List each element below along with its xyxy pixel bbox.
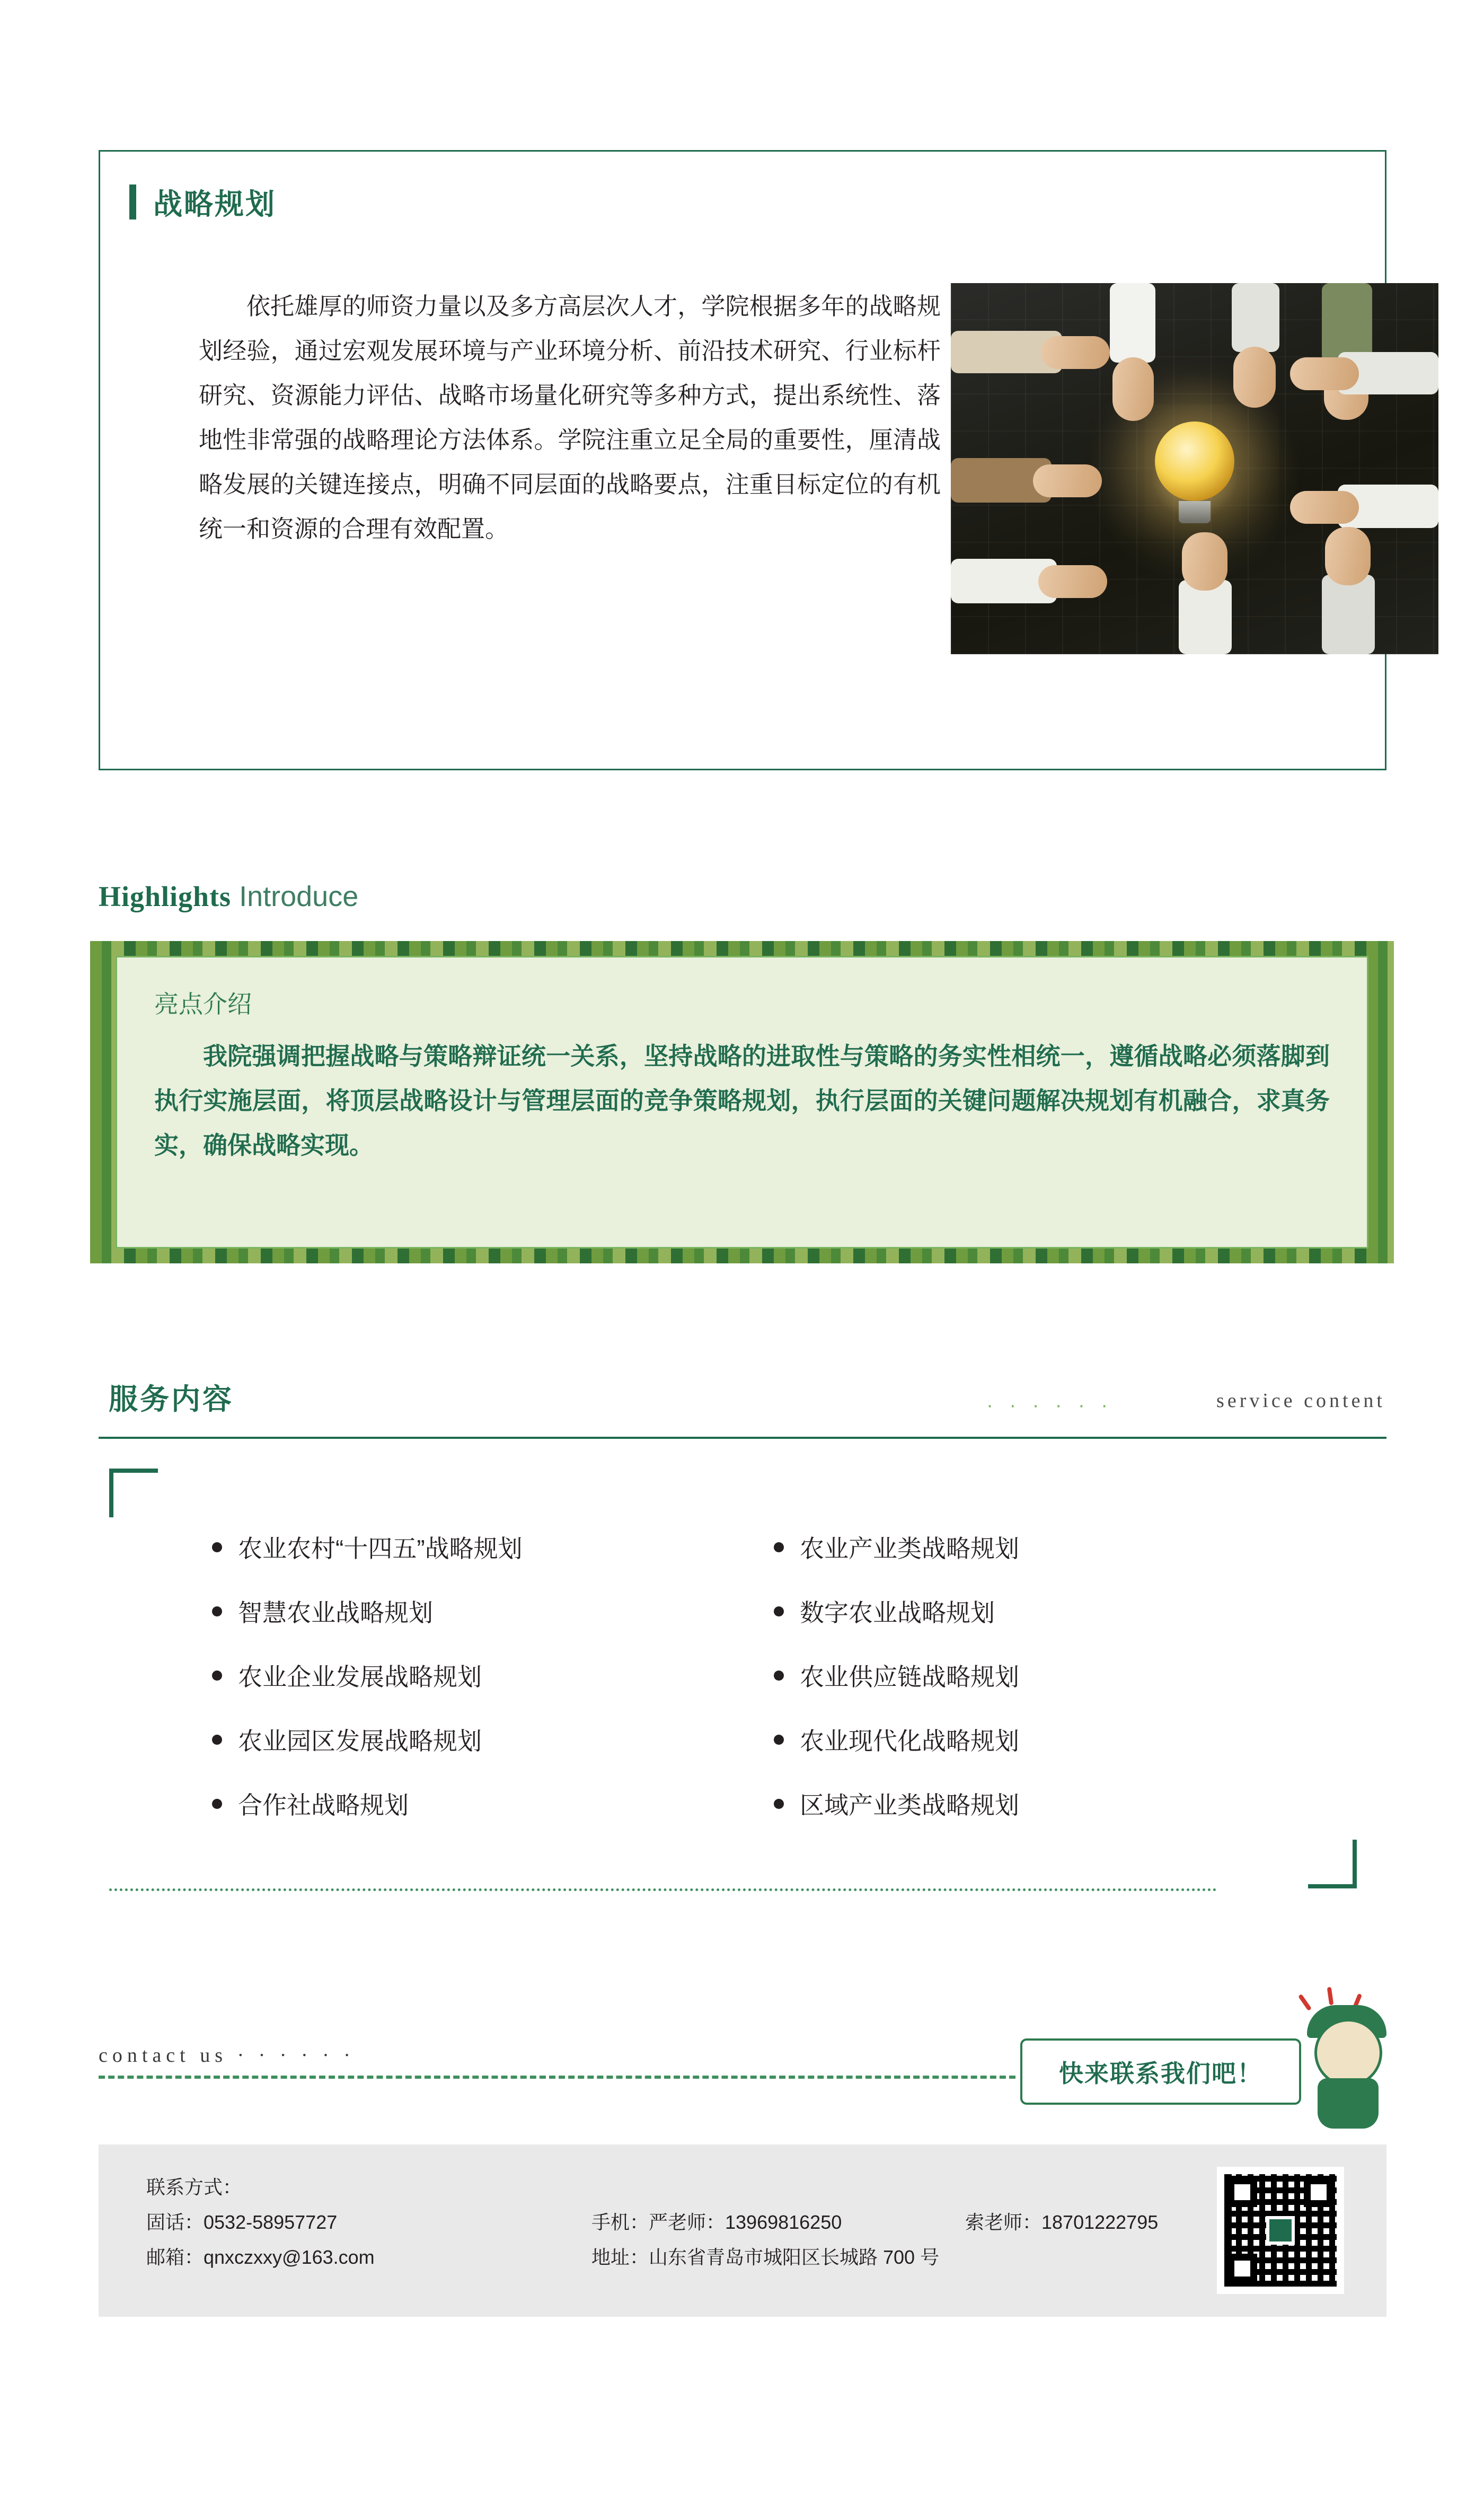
qr-code-pattern — [1224, 2174, 1337, 2287]
strategy-title-row — [100, 181, 276, 223]
hand-5 — [1233, 347, 1276, 408]
list-item-label: 农业现代化战略规划 — [800, 1727, 1019, 1755]
list-item — [212, 1722, 774, 1757]
contact-column-left — [146, 2170, 375, 2275]
contact-dashed-rule — [99, 2076, 1015, 2079]
contact-column-middle — [591, 2205, 939, 2275]
mascot-icon — [1293, 1993, 1399, 2131]
highlights-text: 我院强调把握战略与策略辩证统一关系，坚持战略的进取性与策略的务实性相统一，遵循战略必须落脚到执行实施层面，将顶层战略设计与管理层面的竞争策略规划，执行层面的关键问题解决规划有机融合，求真务实，确保战略实现。 — [154, 1042, 1330, 1159]
list-item — [774, 1658, 1336, 1693]
sleeve-9 — [1179, 580, 1232, 654]
list-item — [212, 1786, 774, 1821]
mascot-head — [1314, 2019, 1382, 2087]
list-item-label: 合作社战略规划 — [238, 1791, 409, 1819]
sleeve-10 — [1322, 575, 1375, 654]
contact-title: 联系方式： — [146, 2176, 242, 2198]
hand-10 — [1325, 527, 1371, 585]
service-title: 服务内容 — [109, 1383, 234, 1416]
contact-cta-button[interactable]: 快来联系我们吧！ — [1020, 2038, 1301, 2105]
contact-email[interactable]: 邮箱：qnxczxxy@163.com — [146, 2246, 375, 2268]
list-item-label: 农业供应链战略规划 — [800, 1663, 1019, 1691]
bullet-icon — [774, 1542, 784, 1552]
bullet-icon — [212, 1542, 222, 1552]
qr-eye-bottom-left — [1227, 2254, 1257, 2283]
service-list — [212, 1530, 1336, 1821]
highlights-heading-light: Introduce — [239, 881, 359, 912]
sleeve-4 — [1110, 283, 1155, 363]
highlights-band — [90, 941, 1394, 1263]
highlights-panel — [116, 956, 1368, 1249]
bullet-icon — [212, 1735, 222, 1745]
highlights-heading-bold: Highlights — [99, 881, 232, 912]
list-item — [212, 1530, 774, 1564]
title-accent-bar — [129, 184, 136, 219]
hand-7 — [1290, 357, 1359, 390]
list-item-label: 智慧农业战略规划 — [238, 1599, 433, 1627]
list-item — [774, 1786, 1336, 1821]
bullet-icon — [774, 1799, 784, 1809]
contact-mobile: 手机：严老师：13969816250 — [591, 2211, 842, 2233]
contact-mobile-secondary: 索老师：18701222795 — [965, 2211, 1159, 2233]
spark-1 — [1298, 1994, 1312, 2011]
mascot-body — [1318, 2078, 1379, 2129]
contact-column-right — [965, 2205, 1158, 2240]
bullet-icon — [212, 1671, 222, 1681]
list-item — [212, 1594, 774, 1629]
contact-landline: 固话：0532-58957727 — [146, 2211, 338, 2233]
contact-address: 地址：山东省青岛市城阳区长城路 700 号 — [591, 2246, 940, 2268]
list-item-label: 农业园区发展战略规划 — [238, 1727, 482, 1755]
sleeve-6 — [1322, 283, 1372, 363]
spark-2 — [1327, 1987, 1334, 2006]
list-item-label: 数字农业战略规划 — [800, 1599, 995, 1627]
hand-1 — [1041, 336, 1110, 369]
list-item — [774, 1722, 1336, 1757]
qr-center-logo — [1266, 2216, 1295, 2245]
page-title: 战略规划 — [153, 188, 277, 221]
bullet-icon — [774, 1671, 784, 1681]
list-item-label: 农业企业发展战略规划 — [238, 1663, 482, 1691]
hand-3 — [1038, 565, 1107, 598]
list-item — [774, 1594, 1336, 1629]
bullet-icon — [774, 1735, 784, 1745]
corner-bracket-top-left — [109, 1469, 158, 1517]
service-divider — [99, 1437, 1386, 1439]
service-bottom-divider — [109, 1888, 1217, 1891]
sleeve-5 — [1232, 283, 1279, 352]
service-title-en: service content — [1216, 1390, 1385, 1412]
list-item-label: 农业产业类战略规划 — [800, 1535, 1019, 1562]
list-item-label: 农业农村“十四五”战略规划 — [238, 1535, 523, 1562]
strategy-body-text: 依托雄厚的师资力量以及多方高层次人才，学院根据多年的战略规划经验，通过宏观发展环境与产业环境分析、前沿技术研究、行业标杆研究、资源能力评估、战略市场量化研究等多种方式，提出系统性、落地性非常强的战略理论方法体系。学院注重立足全局的重要性，厘清战略发展的关键连接点，明确不同层面的战略要点，注重目标定位的有机统一和资源的合理有效配置。 — [199, 293, 941, 542]
highlights-subtitle: 亮点介绍 — [154, 990, 252, 1018]
list-item — [212, 1658, 774, 1693]
qr-eye-top-right — [1304, 2177, 1333, 2207]
highlights-heading — [99, 880, 358, 913]
hand-2 — [1033, 464, 1102, 497]
hand-9 — [1182, 532, 1227, 591]
list-item — [774, 1530, 1336, 1564]
teamwork-illustration — [951, 283, 1438, 654]
contact-us-label: contact us · · · · · · — [99, 2044, 355, 2067]
contact-panel — [99, 2144, 1386, 2317]
bullet-icon — [774, 1606, 784, 1616]
strategy-section — [99, 150, 1386, 770]
service-dots: · · · · · · — [986, 1394, 1113, 1417]
qr-code — [1217, 2167, 1344, 2294]
corner-bracket-bottom-right — [1308, 1840, 1357, 1888]
bullet-icon — [212, 1799, 222, 1809]
lightbulb-icon — [1155, 421, 1234, 501]
list-item-label: 区域产业类战略规划 — [800, 1791, 1019, 1819]
hand-4 — [1112, 357, 1154, 421]
qr-eye-top-left — [1227, 2177, 1257, 2207]
bullet-icon — [212, 1606, 222, 1616]
hand-8 — [1290, 491, 1359, 524]
